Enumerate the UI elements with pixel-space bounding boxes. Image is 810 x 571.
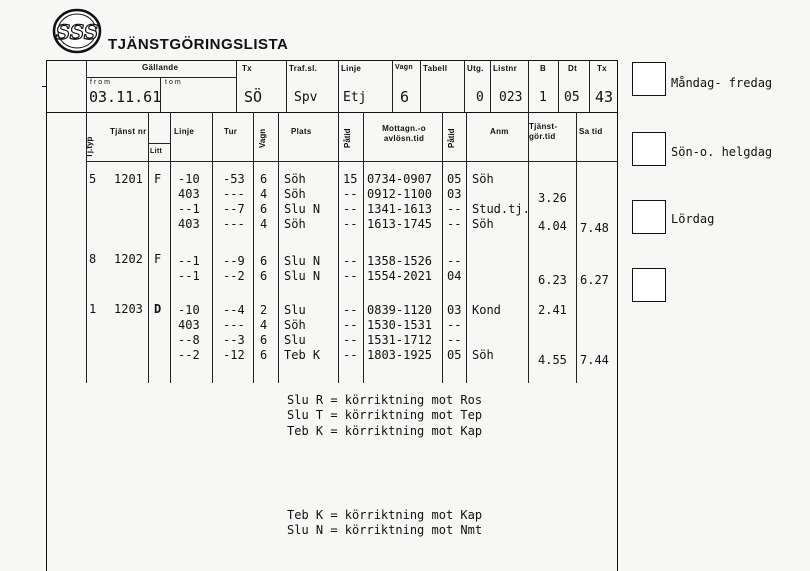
patid-cell: 15	[343, 172, 358, 186]
value-dt: 05	[564, 90, 580, 105]
top-div	[236, 60, 237, 112]
label-gallande: Gällande	[142, 63, 179, 72]
label-tx: Tx	[242, 64, 252, 73]
group3-nr: 1203	[114, 302, 143, 316]
linje-cell: -10	[178, 303, 200, 317]
mott-cell: 1531-1712	[367, 333, 433, 347]
frame-top	[46, 60, 618, 61]
vagn-cell: 6	[260, 269, 268, 283]
header-patid: Påtid	[343, 128, 352, 148]
tjanst-time: 3.26	[538, 191, 567, 205]
plats-cell: Slu N	[284, 269, 321, 283]
value-linje: Etj	[343, 90, 367, 105]
header-tjanst-nr: Tjänst nr	[110, 127, 147, 136]
label-utg: Utg.	[467, 64, 484, 73]
patid-cell: --	[343, 303, 358, 317]
group3-typ: 1	[89, 302, 97, 316]
value-listnr: 023	[499, 90, 523, 105]
tjanst-time: 4.55	[538, 353, 567, 367]
mott-cell: 1358-1526	[367, 254, 433, 268]
plats-cell: Söh	[284, 172, 306, 186]
table-row: 403	[178, 187, 200, 201]
table-row: 403	[178, 217, 200, 231]
tur-cell: -53	[223, 172, 245, 186]
col-div	[363, 112, 364, 383]
checkbox-saturday-label: Lördag	[671, 212, 715, 226]
tur-cell: ---	[223, 217, 245, 231]
label-linje: Linje	[341, 64, 362, 73]
label-b: B	[540, 64, 547, 73]
linje-cell: --1	[178, 269, 200, 283]
patid-cell: --	[343, 348, 358, 362]
anm-cell: Söh	[472, 348, 494, 362]
plats-cell: Teb K	[284, 348, 321, 362]
plats-cell: Söh	[284, 318, 306, 332]
header-litt: Litt	[150, 148, 163, 155]
checkbox-extra[interactable]	[632, 268, 666, 302]
plats-cell: Söh	[284, 217, 306, 231]
col-div	[278, 112, 279, 383]
value-b: 1	[539, 90, 547, 105]
table-row: --1	[178, 202, 200, 216]
tjanst-time: 6.23	[538, 273, 567, 287]
vagn-cell: 6	[260, 172, 268, 186]
tur-cell: --7	[223, 202, 245, 216]
top-div	[392, 60, 393, 112]
patid-cell: --	[343, 318, 358, 332]
patid2-cell: 05	[447, 172, 462, 186]
label-vagn: Vagn	[395, 64, 413, 71]
col-div	[170, 112, 171, 383]
plats-cell: Slu	[284, 333, 306, 347]
top-div	[464, 60, 465, 112]
tur-cell: --9	[223, 254, 245, 268]
label-traf: Traf.sl.	[289, 64, 318, 73]
linje-cell: --1	[178, 254, 200, 268]
page-title: TJÄNSTGÖRINGSLISTA	[108, 36, 289, 53]
patid-cell: --	[343, 217, 358, 231]
linje-cell: 403	[178, 318, 200, 332]
tur-cell: --4	[223, 303, 245, 317]
group1-nr: 1201	[114, 172, 143, 186]
mott-cell: 1554-2021	[367, 269, 433, 283]
patid-cell: --	[343, 202, 358, 216]
label-tx2: Tx	[597, 64, 607, 73]
patid2-cell: --	[447, 202, 462, 216]
tur-cell: --3	[223, 333, 245, 347]
value-tx2: 43	[595, 88, 614, 106]
checkbox-saturday[interactable]	[632, 200, 666, 234]
mott-cell: 1530-1531	[367, 318, 433, 332]
checkbox-weekday[interactable]	[632, 62, 666, 96]
patid2-cell: 03	[447, 303, 462, 317]
top-div	[589, 60, 590, 112]
col-div	[338, 112, 339, 383]
top-div	[490, 60, 491, 112]
anm-cell: Söh	[472, 172, 494, 186]
header-vagn: Vagn	[258, 128, 267, 148]
litt-div	[148, 143, 170, 144]
col-div	[212, 112, 213, 383]
header-anm: Anm	[490, 127, 509, 136]
mott-cell: 0912-1100	[367, 187, 433, 201]
group3-litt: D	[154, 302, 162, 316]
sa-time: 6.27	[580, 273, 609, 287]
col-div	[466, 112, 467, 383]
note-line: Slu R = körriktning mot Ros	[287, 393, 483, 407]
linje-cell: --8	[178, 333, 200, 347]
tur-cell: --2	[223, 269, 245, 283]
top-div	[528, 60, 529, 112]
vagn-cell: 4	[260, 187, 268, 201]
patid2-cell: --	[447, 254, 462, 268]
label-from: from	[90, 79, 112, 86]
checkbox-weekday-label: Måndag- fredag	[671, 76, 773, 90]
col-div	[528, 112, 529, 383]
vagn-cell: 6	[260, 333, 268, 347]
patid-cell: --	[343, 333, 358, 347]
note-line: Slu T = körriktning mot Tep	[287, 408, 483, 422]
label-listnr: Listnr	[493, 64, 518, 73]
plats-cell: Slu	[284, 303, 306, 317]
value-tx: SÖ	[244, 88, 263, 106]
col-div	[576, 112, 577, 383]
label-dt: Dt	[568, 64, 578, 73]
logo-text: SSS	[55, 20, 99, 44]
plats-cell: Slu N	[284, 202, 321, 216]
frame-right	[617, 60, 618, 571]
sa-time: 7.44	[580, 353, 609, 367]
header-patid2: Påtid	[447, 128, 456, 148]
top-div	[420, 60, 421, 112]
vagn-cell: 4	[260, 217, 268, 231]
top-div	[86, 60, 87, 112]
value-vagn: 6	[400, 88, 410, 106]
mott-cell: 0839-1120	[367, 303, 433, 317]
mott-cell: 1803-1925	[367, 348, 433, 362]
vagn-cell: 6	[260, 254, 268, 268]
tur-cell: ---	[223, 187, 245, 201]
tjanst-time: 2.41	[538, 303, 567, 317]
tur-cell: -12	[223, 348, 245, 362]
header-tjanstgor: Tjänst-gör.tid	[529, 122, 558, 141]
table-row: -10	[178, 172, 200, 186]
patid-cell: --	[343, 269, 358, 283]
patid2-cell: 05	[447, 348, 462, 362]
note-line: Teb K = körriktning mot Kap	[287, 508, 483, 522]
header-satid: Sa tid	[579, 127, 603, 136]
value-traf: Spv	[294, 90, 318, 105]
header-bottom	[86, 161, 617, 162]
patid-cell: --	[343, 187, 358, 201]
frame-left	[46, 60, 47, 571]
patid2-cell: 03	[447, 187, 462, 201]
value-utg: 0	[476, 90, 484, 105]
note-line: Teb K = körriktning mot Kap	[287, 424, 483, 438]
frame-left-tick	[42, 86, 46, 87]
tur-cell: ---	[223, 318, 245, 332]
tjanst-time: 4.04	[538, 219, 567, 233]
top-div	[286, 60, 287, 112]
plats-cell: Söh	[284, 187, 306, 201]
patid2-cell: --	[447, 333, 462, 347]
header-linje: Linje	[174, 127, 195, 136]
vagn-cell: 6	[260, 348, 268, 362]
checkbox-sunday-holiday-label: Sön-o. helgdag	[671, 145, 773, 159]
label-tabell: Tabell	[423, 64, 448, 73]
vagn-cell: 6	[260, 202, 268, 216]
patid2-cell: 04	[447, 269, 462, 283]
patid-cell: --	[343, 254, 358, 268]
top-row-bottom	[46, 112, 618, 113]
plats-cell: Slu N	[284, 254, 321, 268]
top-div	[86, 77, 236, 78]
patid2-cell: --	[447, 217, 462, 231]
header-tj-typ: Tj.typ	[85, 136, 94, 158]
sss-logo	[52, 8, 102, 54]
sa-time: 7.48	[580, 221, 609, 235]
anm-cell: Söh	[472, 217, 494, 231]
label-tom: tom	[165, 79, 183, 86]
value-from: 03.11.61	[89, 88, 162, 106]
col-div	[442, 112, 443, 383]
col-div	[148, 112, 149, 383]
group2-typ: 8	[89, 252, 97, 266]
linje-cell: --2	[178, 348, 200, 362]
mott-cell: 1341-1613	[367, 202, 433, 216]
group2-litt: F	[154, 252, 162, 266]
anm-cell: Kond	[472, 303, 501, 317]
checkbox-sunday-holiday[interactable]	[632, 132, 666, 166]
mott-cell: 0734-0907	[367, 172, 433, 186]
vagn-cell: 2	[260, 303, 268, 317]
group1-litt: F	[154, 172, 162, 186]
vagn-cell: 4	[260, 318, 268, 332]
header-tur: Tur	[224, 127, 238, 136]
note-line: Slu N = körriktning mot Nmt	[287, 523, 483, 537]
mott-cell: 1613-1745	[367, 217, 433, 231]
col-div	[253, 112, 254, 383]
header-mottagn: Mottagn.-o avlösn.tid	[382, 124, 426, 143]
header-plats: Plats	[291, 127, 312, 136]
group2-nr: 1202	[114, 252, 143, 266]
patid2-cell: --	[447, 318, 462, 332]
top-div	[558, 60, 559, 112]
group1-typ: 5	[89, 172, 97, 186]
anm-cell: Stud.tj.	[472, 202, 530, 216]
top-div	[338, 60, 339, 112]
